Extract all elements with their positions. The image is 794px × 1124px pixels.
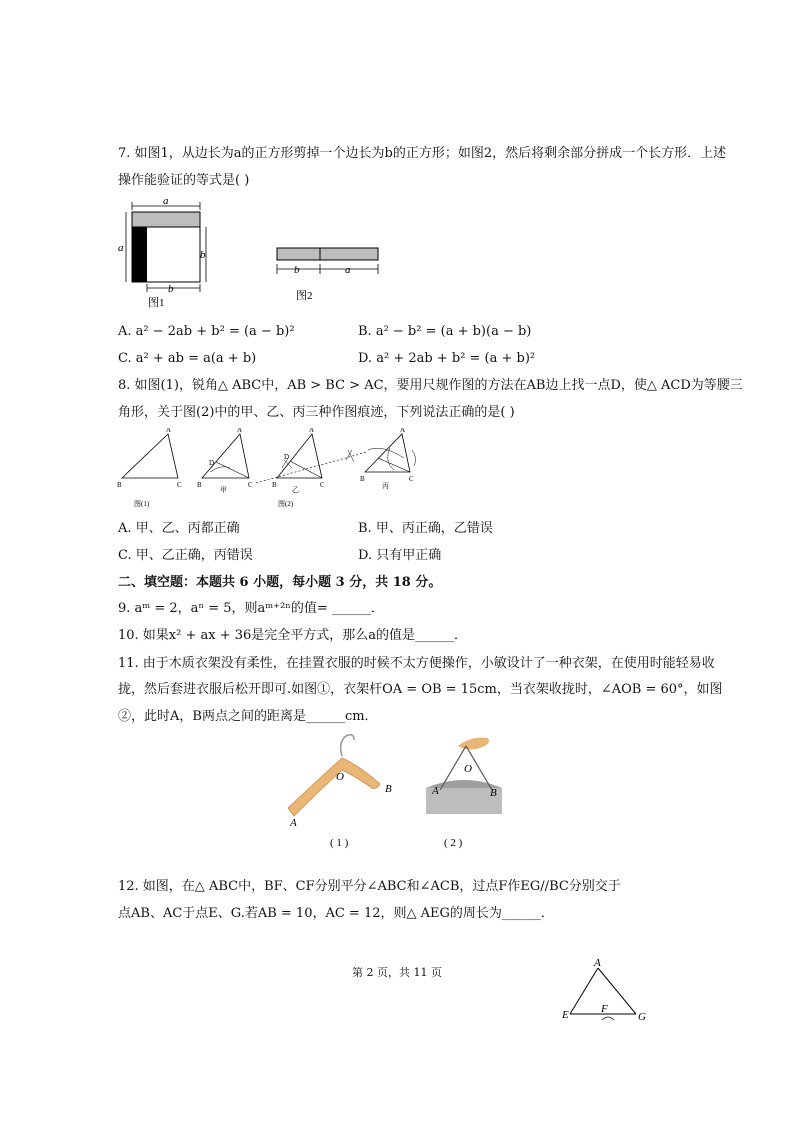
svg-text:C: C <box>320 481 325 489</box>
q12-line2: 点AB、AC于点E、G.若AB = 10，AC = 12，则△ AEG的周长为______． <box>118 906 554 921</box>
fig8-1-caption: 图(1) <box>134 500 150 508</box>
hanger1-label-b: B <box>385 783 392 795</box>
caption-2: ( 2 ) <box>444 837 463 849</box>
q12-label-e: E <box>562 1009 569 1021</box>
fig8-1-triangle <box>122 434 178 478</box>
q12-line1: 12. 如图，在△ ABC中，BF、CF分别平分∠ABC和∠ACB，过点F作EG//BC分别交于 <box>118 879 621 894</box>
hand <box>458 738 489 750</box>
fig2-label-a: a <box>345 264 351 276</box>
section2-heading: 二、填空题：本题共 6 小题，每小题 3 分，共 18 分。 <box>118 575 442 590</box>
svg-text:B: B <box>360 475 365 483</box>
q8-option-c: C. 甲、乙正确，丙错误 <box>118 548 253 563</box>
q10-text: 10. 如果x² + ax + 36是完全平方式，那么a的值是______． <box>118 628 468 643</box>
q7-option-c: C. a² + ab = a(a + b) <box>118 351 257 366</box>
q8-option-b: B. 甲、丙正确，乙错误 <box>358 521 493 536</box>
svg-text:A: A <box>309 428 315 434</box>
fig1-top-strip <box>132 212 200 227</box>
q7-option-d: D. a² + 2ab + b² = (a + b)² <box>358 351 536 366</box>
q11-figure <box>280 728 520 856</box>
svg-text:B: B <box>197 481 202 489</box>
svg-text:C: C <box>248 481 253 489</box>
q12-label-f: F <box>601 1003 608 1015</box>
fig1-label-b-bottom: b <box>168 283 174 295</box>
q7-option-a: A. a² − 2ab + b² = (a − b)² <box>118 324 295 339</box>
q11-line1: 11. 由于木质衣架没有柔性，在挂置衣服的时候不太方便操作，小敏设计了一种衣架，在使用时能轻易收 <box>118 656 715 671</box>
fig2-bar <box>277 248 378 260</box>
q9-text: 9. aᵐ = 2，aⁿ = 5，则aᵐ⁺²ⁿ的值= ______． <box>118 601 384 616</box>
fig8-2-caption: 图(2) <box>278 500 294 508</box>
svg-text:A: A <box>237 428 243 434</box>
fig2-label-b: b <box>294 264 300 276</box>
fig8-jia-triangle <box>202 434 249 478</box>
hanger2-label-b: B <box>490 787 497 799</box>
svg-text:D: D <box>284 453 290 461</box>
hanger2-label-o: O <box>464 763 472 775</box>
fig1-label-a-top: a <box>163 198 169 207</box>
fig8-bing-label: 丙 <box>382 482 389 490</box>
svg-text:C: C <box>177 481 182 489</box>
fig1-label-a-left: a <box>118 242 124 254</box>
q11-line2: 拢，然后套进衣服后松开即可.如图①，衣架杆OA = OB = 15cm，当衣架收拢时，∠AOB = 60°，如图 <box>118 682 723 697</box>
fig2-caption: 图2 <box>296 290 313 302</box>
hanger1-label-o: O <box>336 771 344 783</box>
q8-option-d: D. 只有甲正确 <box>358 548 442 563</box>
svg-text:D: D <box>209 459 215 467</box>
hanger-wood <box>288 758 380 816</box>
svg-text:B: B <box>272 481 277 489</box>
hanger2-label-a: A <box>432 785 439 797</box>
fig1-caption: 图1 <box>148 297 165 309</box>
q12-figure <box>556 956 656 1026</box>
svg-text:B: B <box>117 481 122 489</box>
fig8-jia-label: 甲 <box>220 486 227 494</box>
caption-1: ( 1 ) <box>330 837 349 849</box>
q8-line2: 角形，关于图(2)中的甲、乙、丙三种作图痕迹，下列说法正确的是( ) <box>118 405 515 420</box>
page-footer: 第 2 页，共 11 页 <box>352 966 442 979</box>
svg-text:A: A <box>166 428 172 434</box>
fig1-label-b-right: b <box>200 249 206 261</box>
q7-line2: 操作能验证的等式是( ) <box>118 173 250 188</box>
q7-option-b: B. a² − b² = (a + b)(a − b) <box>358 324 532 339</box>
fig1-left-strip <box>132 227 147 282</box>
svg-text:A: A <box>400 428 406 434</box>
q8-line1: 8. 如图(1)，锐角△ ABC中，AB > BC > AC，要用尺规作图的方法在AB边上找一点D，使△ ACD为等腰三 <box>118 378 743 393</box>
svg-text:C: C <box>409 475 414 483</box>
q8-figure <box>112 428 432 510</box>
q8-option-a: A. 甲、乙、丙都正确 <box>118 521 240 536</box>
q7-figure <box>112 198 402 310</box>
q11-line3: ②，此时A，B两点之间的距离是______cm． <box>118 709 378 724</box>
hanger1-label-a: A <box>290 817 297 829</box>
q12-label-g: G <box>638 1011 646 1023</box>
fig8-yi-label: 乙 <box>292 486 299 494</box>
hanger-hook <box>341 735 354 756</box>
q12-label-a: A <box>594 957 601 969</box>
fig8-bing-triangle <box>365 434 410 472</box>
q7-line1: 7. 如图1，从边长为a的正方形剪掉一个边长为b的正方形；如图2，然后将剩余部分拼成一个长方形．上述 <box>118 146 727 161</box>
